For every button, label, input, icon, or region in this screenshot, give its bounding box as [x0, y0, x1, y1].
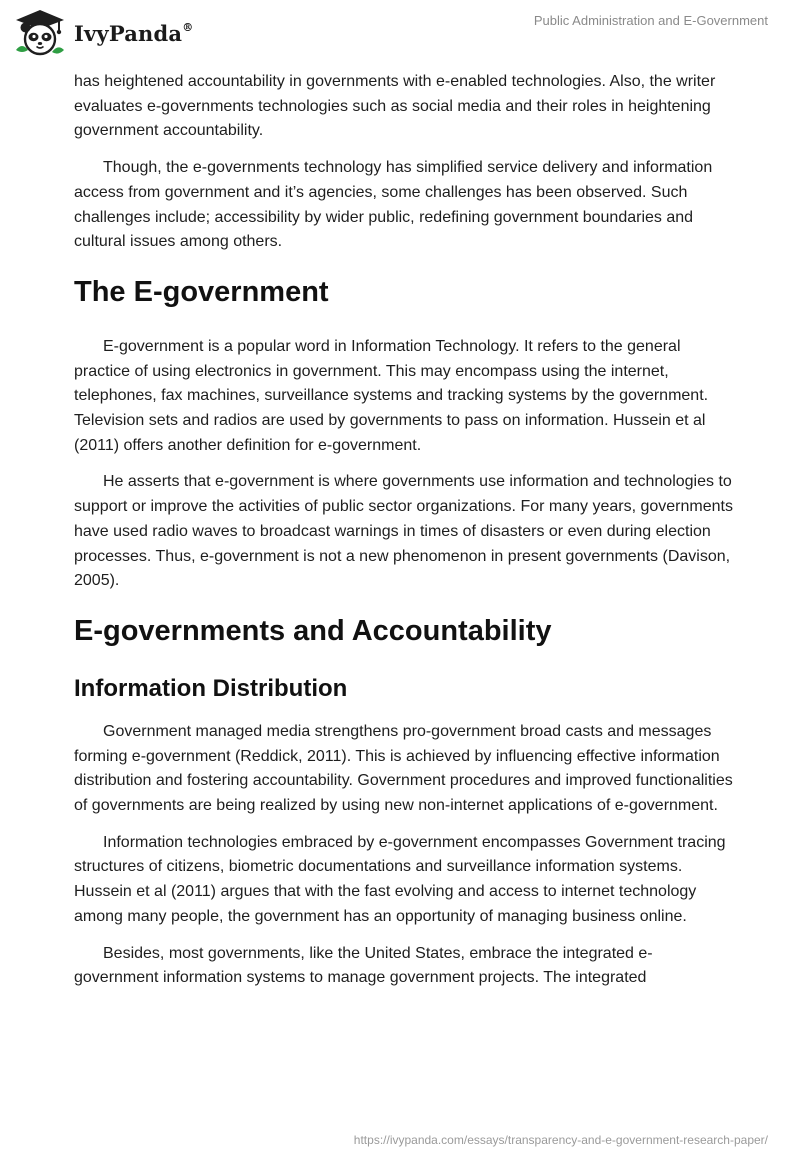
document-title: Public Administration and E-Government [533, 13, 768, 28]
page-header [0, 0, 800, 72]
paragraph: Government managed media strengthens pro-government broad casts and messages forming e-government (Reddick, 2011). This is achieved by influencing effective information distribution and fostering accountability. Government procedures and improved functionalities of governments are being realized by using new non-internet applications of e-government. [74, 722, 733, 815]
panda-logo-icon [12, 8, 68, 58]
section-heading-e-government: The E-government [74, 275, 329, 308]
brand-name: IvyPanda® [74, 20, 194, 46]
paragraph: Information technologies embraced by e-government encompasses Government tracing structures of citizens, biometric documentations and surveillance information systems. Hussein et al (2011) argues that with the fast evolving and access to internet technology among many people, the government has an opportunity of managing business online. [74, 833, 726, 925]
subsection-heading-information-distribution: Information Distribution [74, 674, 348, 702]
section-heading-accountability: E-governments and Accountability [74, 614, 552, 647]
paragraph: Though, the e-governments technology has simplified service delivery and information access from government and it’s agencies, some challenges has been observed. Such challenges include; accessibility by wider public, redefining government boundaries and cultural issues among others. [74, 159, 713, 251]
brand-logo[interactable] [12, 8, 193, 58]
paragraph: Besides, most governments, like the United States, embrace the integrated e-government information systems to manage government projects. The integrated [74, 944, 653, 987]
source-url[interactable]: https://ivypanda.com/essays/transparency-and-e-government-research-paper/ [353, 1133, 768, 1147]
paragraph: He asserts that e-government is where governments use information and technologies to support or improve the activities of public sector organizations. For many years, governments have used radio waves to broadcast warnings in times of disasters or even during election processes. Thus, e-government is not a new phenomenon in present governments (Davison, 2005). [74, 473, 733, 590]
paragraph: has heightened accountability in governments with e-enabled technologies. Also, the writer evaluates e-governments technologies such as social media and their roles in heightening government accountability. [74, 73, 716, 140]
paragraph: E-government is a popular word in Information Technology. It refers to the general practice of using electronics in government. This may encompass using the internet, telephones, fax machines, surveillance systems and tracking systems by the government. Television sets and radios are used by governments to pass on information. Hussein et al (2011) offers another definition for e-government. [74, 337, 709, 454]
essay-content [74, 70, 734, 1003]
